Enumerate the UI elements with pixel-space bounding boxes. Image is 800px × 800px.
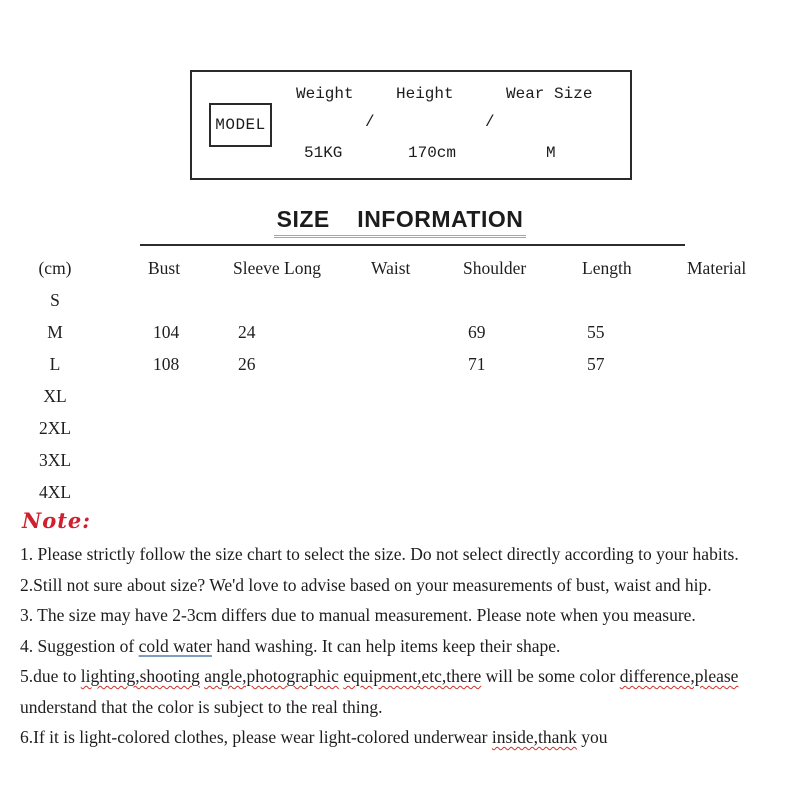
cell-shoulder: 71 [468,353,486,374]
note-item-3: 3. The size may have 2-3cm differs due to manual measurement. Please note when you measure. [20,605,696,625]
table-row-s [0,284,800,316]
size-label: 2XL [38,417,72,438]
col-header-bust: Bust [148,257,181,278]
size-label: 4XL [38,481,72,502]
cell-length: 55 [587,321,605,342]
cell-shoulder: 69 [468,321,486,342]
model-wear-size-header: Wear Size [506,85,593,103]
separator-slash: / [485,113,495,131]
note5-text: will be some color [481,666,620,686]
cell-bust: 108 [153,353,180,374]
model-label-box [209,103,272,147]
note-item-5 [20,661,786,722]
table-row-3xl [0,444,800,476]
table-header-row [0,252,800,284]
model-weight-header: Weight [296,85,354,103]
unit-header: (cm) [38,257,72,278]
title-wrap [0,206,800,238]
model-height-value: 170cm [408,144,457,162]
cell-sleeve-long: 26 [238,353,256,374]
note5-misspelled-word: angle,photographic [204,666,339,686]
note5-misspelled-word: lighting,shooting [80,666,200,686]
note5-text: 5.due to [20,666,81,686]
page-title: SIZE INFORMATION [274,206,527,238]
cell-bust: 104 [153,321,180,342]
size-label: XL [43,385,67,406]
cell-length: 57 [587,353,605,374]
size-label: 3XL [38,449,72,470]
note6-misspelled-word: inside,thank [491,727,577,747]
cell-sleeve-long: 24 [238,321,256,342]
size-label: L [49,353,61,374]
note4-text: 4. Suggestion of [20,635,139,656]
note-item-4 [20,631,786,662]
table-row-4xl [0,476,800,508]
size-label: M [47,321,63,342]
notes-list [20,539,786,753]
model-label: MODEL [215,116,266,134]
note6-text: 6.If it is light-colored clothes, please wear light-colored underwear [20,727,492,747]
table-row-2xl [0,412,800,444]
note4-underlined-cold-water: cold water [138,635,212,656]
table-row-l [0,348,800,380]
model-wear-size-value: M [546,144,556,162]
note6-text: you [576,727,608,747]
note5-misspelled-word: difference,please [619,666,739,686]
col-header-sleeve-long: Sleeve Long [233,257,321,278]
size-table [0,252,800,508]
table-row-xl [0,380,800,412]
col-header-shoulder: Shoulder [463,257,527,278]
note-item-2: 2.Still not sure about size? We'd love to advise based on your measurements of bust, waist and hip. [20,574,712,595]
note-item-1: 1. Please strictly follow the size chart to select the size. Do not select directly according to your habits. [20,544,739,564]
col-header-length: Length [582,257,632,278]
model-weight-value: 51KG [304,144,343,162]
col-header-waist: Waist [371,257,411,278]
table-top-rule [140,244,685,246]
size-label: S [50,289,60,310]
note4-text: hand washing. It can help items keep their shape. [212,635,561,656]
note-label: Note: [22,508,92,533]
table-row-m [0,316,800,348]
note5-text: understand that the color is subject to the real thing. [20,696,383,717]
col-header-material: Material [687,257,747,278]
note-item-6 [20,722,786,753]
model-height-header: Height [396,85,454,103]
note5-misspelled-word: equipment,etc,there [343,666,482,686]
model-info-box [190,70,632,180]
separator-slash: / [365,113,375,131]
